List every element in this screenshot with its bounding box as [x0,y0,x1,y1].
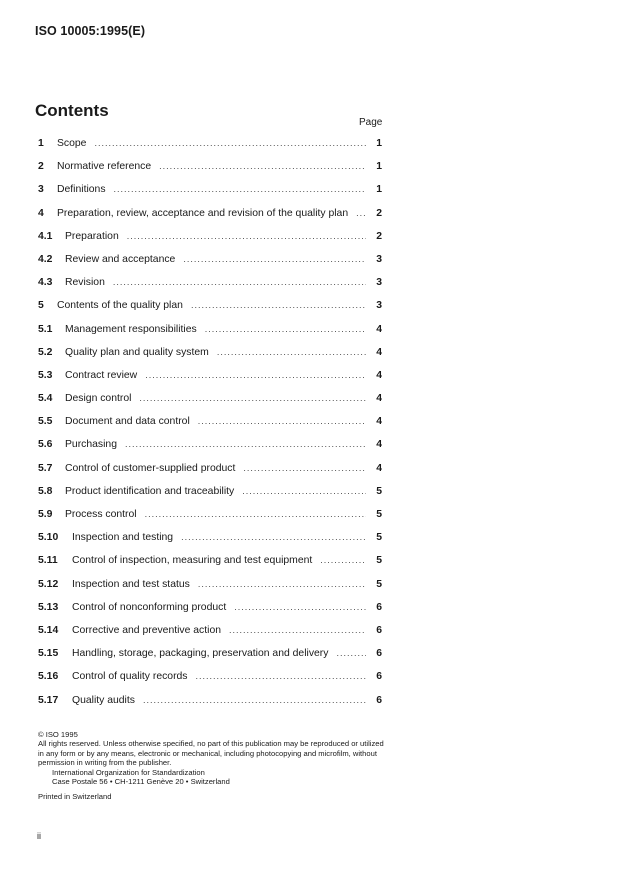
toc-entry-page: 2 [376,207,382,219]
toc-entry-title: Process control [65,509,137,520]
toc-dot-leader [181,532,366,542]
toc-entry-number: 1 [38,138,44,149]
toc-entry-title: Control of inspection, measuring and test equipment [72,555,313,567]
toc-entry-title: Normative reference [57,161,152,173]
toc-entry-number: 5.13 [38,601,59,613]
toc-entry-title: Preparation [65,230,119,242]
toc-dot-leader [191,300,366,310]
toc-entry[interactable] [38,695,382,718]
toc-entry-title: Purchasing [65,439,117,451]
toc-entry-number: 4.2 [38,253,53,265]
toc-dot-leader [234,602,366,612]
toc-entry-title: Preparation, review, acceptance and revision of the quality plan [57,207,349,219]
toc-entry-page: 4 [376,439,382,451]
toc-entry-page: 4 [376,462,382,474]
toc-entry[interactable] [38,254,382,277]
toc-dot-leader [205,324,366,334]
toc-entry-page: 3 [376,277,382,289]
toc-dot-leader [198,579,366,589]
toc-entry-page: 1 [376,138,382,149]
toc-entry-title: Review and acceptance [65,253,176,265]
toc-dot-leader [125,439,366,449]
toc-dot-leader [336,648,366,658]
toc-entry[interactable] [38,486,382,509]
toc-dot-leader [183,254,366,264]
toc-entry-number: 5.16 [38,671,59,683]
toc-entry-page: 4 [376,346,382,358]
toc-entry-page: 5 [376,555,382,567]
toc-entry-page: 6 [376,671,382,683]
toc-dot-leader [114,184,366,194]
printed-in: Printed in Switzerland [38,792,112,801]
toc-entry-title: Product identification and traceability [65,485,235,497]
toc-entry-number: 5.17 [38,694,59,706]
toc-entry[interactable] [38,463,382,486]
toc-dot-leader [229,625,366,635]
toc-entry[interactable] [38,439,382,462]
toc-entry-title: Quality plan and quality system [65,346,209,358]
toc-entry-title: Revision [65,277,105,289]
toc-entry-title: Handling, storage, packaging, preservation and delivery [72,648,329,660]
toc-dot-leader [243,463,366,473]
toc-entry[interactable] [38,324,382,347]
toc-dot-leader [196,671,366,681]
toc-entry-page: 1 [376,161,382,173]
toc-entry-number: 5.3 [38,369,53,381]
toc-entry-number: 3 [38,184,44,196]
copyright-block [38,730,388,786]
toc-entry[interactable] [38,347,382,370]
page-number: ii [37,831,41,841]
toc-dot-leader [143,695,366,705]
toc-entry-title: Control of customer-supplied product [65,462,236,474]
toc-entry-title: Corrective and preventive action [72,624,222,636]
toc-entry-title: Control of nonconforming product [72,601,227,613]
toc-entry-title: Design control [65,393,132,405]
toc-entry[interactable] [38,579,382,602]
toc-entry-page: 4 [376,369,382,381]
toc-entry-title: Management responsibilities [65,323,197,335]
toc-entry[interactable] [38,184,382,207]
toc-entry-number: 5.2 [38,346,53,358]
toc-entry[interactable] [38,509,382,532]
toc-dot-leader [145,509,366,519]
toc-entry[interactable] [38,231,382,254]
table-of-contents [38,138,382,718]
toc-entry-page: 6 [376,648,382,660]
toc-entry-page: 5 [376,532,382,544]
organization-address: Case Postale 56 • CH-1211 Genève 20 • Switzerland [52,777,230,787]
toc-entry[interactable] [38,532,382,555]
toc-entry-page: 5 [376,485,382,497]
toc-dot-leader [217,347,366,357]
toc-entry-title: Definitions [57,184,106,196]
toc-entry-page: 5 [376,578,382,590]
toc-entry-number: 5.11 [38,555,58,567]
toc-dot-leader [198,416,366,426]
toc-entry-number: 5.1 [38,323,53,335]
page-column-label: Page [359,117,383,128]
toc-entry-page: 4 [376,323,382,335]
toc-dot-leader [145,370,366,380]
toc-entry-page: 5 [376,509,382,520]
toc-entry-title: Inspection and test status [72,578,190,590]
toc-entry[interactable] [38,648,382,671]
toc-entry-number: 5.4 [38,393,53,405]
toc-entry-page: 1 [376,184,382,196]
toc-dot-leader [127,231,366,241]
toc-entry-number: 5.8 [38,485,53,497]
toc-entry-number: 4 [38,207,44,219]
toc-entry-number: 5.7 [38,462,53,474]
toc-entry-page: 3 [376,300,382,312]
organization-name: International Organization for Standardization [52,767,205,777]
toc-entry[interactable] [38,208,382,231]
toc-dot-leader [159,161,366,171]
toc-entry-number: 5.9 [38,509,53,520]
toc-entry-title: Document and data control [65,416,190,428]
toc-entry-page: 4 [376,393,382,405]
toc-entry-number: 4.1 [38,230,53,242]
toc-entry[interactable] [38,277,382,300]
toc-entry-page: 6 [376,624,382,636]
toc-entry-number: 5.14 [38,624,59,636]
contents-title: Contents [35,101,109,120]
toc-entry[interactable] [38,602,382,625]
document-header: ISO 10005:1995(E) [35,24,146,38]
toc-entry-number: 5.15 [38,648,59,660]
copyright-notice: © ISO 1995 [38,730,78,739]
toc-entry-page: 3 [376,253,382,265]
toc-entry-title: Inspection and testing [72,532,174,544]
toc-entry-title: Contract review [65,369,138,381]
toc-dot-leader [320,555,366,565]
toc-entry-page: 2 [376,230,382,242]
toc-entry-title: Quality audits [72,694,135,706]
toc-entry-title: Scope [57,138,87,149]
toc-entry[interactable] [38,393,382,416]
toc-entry[interactable] [38,416,382,439]
toc-dot-leader [139,393,366,403]
toc-entry[interactable] [38,625,382,648]
rights-statement: All rights reserved. Unless otherwise specified, no part of this publication may be reproduced or utilized in any form or by any means, electronic or mechanical, including photocopying and microfilm, without permission in writing from the publisher. [38,739,384,768]
toc-dot-leader [356,208,366,218]
toc-entry-page: 6 [376,601,382,613]
toc-entry[interactable] [38,300,382,323]
toc-dot-leader [94,138,366,148]
toc-dot-leader [242,486,366,496]
toc-entry-number: 5.12 [38,578,59,590]
toc-entry-title: Contents of the quality plan [57,300,183,312]
toc-entry-number: 5.6 [38,439,53,451]
toc-entry-number: 5.5 [38,416,53,428]
toc-entry-page: 6 [376,694,382,706]
toc-entry[interactable] [38,161,382,184]
toc-entry-number: 5.10 [38,532,59,544]
toc-entry[interactable] [38,370,382,393]
toc-entry-number: 4.3 [38,277,53,289]
toc-dot-leader [113,277,366,287]
toc-entry-number: 2 [38,161,44,173]
toc-entry[interactable] [38,671,382,694]
toc-entry-number: 5 [38,300,44,312]
toc-entry[interactable] [38,555,382,578]
toc-entry-title: Control of quality records [72,671,188,683]
toc-entry[interactable] [38,138,382,161]
toc-entry-page: 4 [376,416,382,428]
